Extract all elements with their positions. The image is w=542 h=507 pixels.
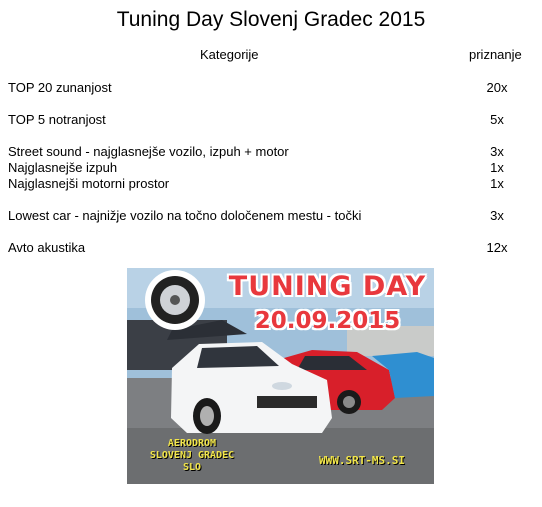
category-row-count: 20x bbox=[486, 80, 508, 95]
category-row-label: Najglasnejše izpuh bbox=[8, 160, 118, 175]
category-row-count: 3x bbox=[490, 144, 504, 159]
column-header-category: Kategorije bbox=[200, 47, 259, 62]
poster-venue-line: AERODROM bbox=[167, 438, 217, 449]
poster-url: WWW.SRT-MS.SI bbox=[318, 454, 406, 467]
category-row-count: 3x bbox=[490, 208, 504, 223]
category-row-label: Lowest car - najnižje vozilo na točno določenem mestu - točki bbox=[8, 208, 362, 223]
event-poster-image bbox=[127, 268, 434, 484]
category-row-label: Street sound - najglasnejše vozilo, izpuh + motor bbox=[8, 144, 289, 159]
category-row-count: 12x bbox=[486, 240, 508, 255]
page-title: Tuning Day Slovenj Gradec 2015 bbox=[116, 8, 426, 31]
category-row-count: 1x bbox=[490, 176, 504, 191]
poster-title: TUNING DAY bbox=[228, 271, 427, 302]
poster-venue bbox=[137, 438, 247, 474]
category-row-count: 5x bbox=[490, 112, 504, 127]
poster-venue-line: SLOVENJ GRADEC bbox=[149, 450, 235, 461]
poster-venue-line: SLO bbox=[182, 462, 202, 473]
column-header-count: priznanje bbox=[469, 47, 522, 62]
category-row-count: 1x bbox=[490, 160, 504, 175]
category-row-label: TOP 5 notranjost bbox=[8, 112, 106, 127]
category-row-label: Najglasnejši motorni prostor bbox=[8, 176, 170, 191]
category-row-label: TOP 20 zunanjost bbox=[8, 80, 112, 95]
category-row-label: Avto akustika bbox=[8, 240, 86, 255]
poster-date: 20.09.2015 bbox=[254, 308, 401, 334]
